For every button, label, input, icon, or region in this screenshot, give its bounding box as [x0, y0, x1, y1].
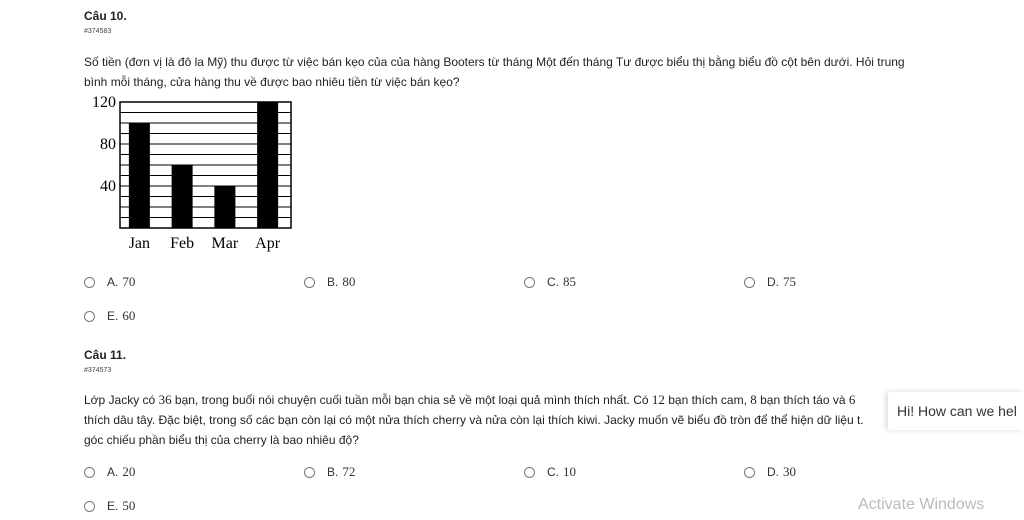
question-11-line-1 [84, 390, 864, 410]
chat-widget-text[interactable]: Hi! How can we hel [897, 403, 1017, 419]
question-10-line-2: bình mỗi tháng, cửa hàng thu về được bao nhiêu tiền từ việc bán kẹo? [84, 75, 460, 89]
radio-icon[interactable] [84, 277, 95, 288]
option-letter: A. [107, 275, 119, 289]
q10-option-d[interactable] [744, 274, 796, 290]
chart-y-tick-label: 80 [100, 136, 116, 153]
q11-option-d[interactable] [744, 464, 796, 480]
chat-widget[interactable] [888, 392, 1024, 430]
q11-option-c[interactable] [524, 464, 576, 480]
chart-y-tick-label: 120 [92, 94, 116, 111]
option-value: 70 [122, 274, 136, 289]
number-6: 6 [848, 392, 856, 407]
question-11-line-2: thích dâu tây. Đặc biệt, trong số các bạn còn lại có một nửa thích cherry và nửa còn lại thích kiwi. Jacky muốn vẽ biểu đồ tròn để thể hiện dữ liệu t. [84, 413, 864, 427]
number-8: 8 [750, 392, 757, 407]
text-segment: bạn, trong buổi nói chuyện cuối tuần mỗi bạn chia sẻ về một loại quả mình thích nhất. Có [171, 393, 652, 407]
chart-bar-feb [172, 165, 193, 228]
radio-icon[interactable] [84, 467, 95, 478]
chart-x-tick-label: Feb [170, 235, 195, 252]
q11-option-b[interactable] [304, 464, 355, 480]
number-12: 12 [651, 392, 665, 407]
option-value: 72 [342, 464, 356, 479]
question-10-title: Câu 10. [84, 9, 127, 23]
chart-x-tick-label: Jan [128, 235, 151, 252]
q10-option-e[interactable] [84, 308, 135, 324]
question-10-id: #374583 [84, 28, 112, 35]
chart-x-tick-label: Apr [255, 235, 281, 252]
text-segment: Lớp Jacky có [84, 393, 159, 407]
option-letter: E. [107, 499, 119, 513]
option-letter: A. [107, 465, 119, 479]
question-11-id: #374573 [84, 367, 112, 374]
q10-option-c[interactable] [524, 274, 576, 290]
question-11-line-3: góc chiếu phần biểu thị của cherry là bao nhiêu độ? [84, 433, 359, 447]
chart-x-ticks [129, 235, 281, 252]
text-segment: bạn thích cam, [664, 393, 751, 407]
option-letter: B. [327, 275, 339, 289]
option-letter: C. [547, 465, 559, 479]
radio-icon[interactable] [304, 467, 315, 478]
q11-option-a[interactable] [84, 464, 135, 480]
chart-x-tick-label: Mar [211, 235, 239, 252]
chart-y-ticks [92, 94, 116, 195]
radio-icon[interactable] [744, 467, 755, 478]
radio-icon[interactable] [524, 467, 535, 478]
option-letter: D. [767, 275, 779, 289]
radio-icon[interactable] [304, 277, 315, 288]
option-letter: D. [767, 465, 779, 479]
radio-icon[interactable] [84, 501, 95, 512]
question-11-text [84, 390, 864, 450]
option-letter: B. [327, 465, 339, 479]
question-10-line-1: Số tiền (đơn vị là đô la Mỹ) thu được từ việc bán kẹo của của hàng Booters từ tháng Một đến tháng Tư được biểu thị bằng biểu đồ cột bên dưới. Hỏi trung [84, 55, 905, 69]
radio-icon[interactable] [524, 277, 535, 288]
q11-option-e[interactable] [84, 498, 135, 514]
activate-windows-watermark: Activate Windows [858, 496, 985, 513]
q10-option-a[interactable] [84, 274, 135, 290]
question-11-title: Câu 11. [84, 348, 127, 362]
chart-bar-apr [257, 102, 278, 228]
number-36: 36 [158, 392, 172, 407]
text-segment: bạn thích táo và [756, 393, 849, 407]
option-value: 20 [122, 464, 136, 479]
radio-icon[interactable] [744, 277, 755, 288]
option-value: 60 [122, 308, 136, 323]
option-value: 75 [783, 274, 796, 289]
chart-y-tick-label: 40 [100, 178, 116, 195]
option-value: 80 [342, 274, 356, 289]
option-value: 50 [122, 498, 136, 513]
option-letter: E. [107, 309, 119, 323]
chart-bar-mar [214, 186, 235, 228]
chart-bar-jan [129, 123, 150, 228]
bar-chart [84, 92, 304, 256]
option-value: 10 [563, 464, 576, 479]
q10-option-b[interactable] [304, 274, 355, 290]
option-value: 85 [563, 274, 576, 289]
option-letter: C. [547, 275, 559, 289]
radio-icon[interactable] [84, 311, 95, 322]
option-value: 30 [783, 464, 796, 479]
question-10-text [84, 52, 905, 92]
